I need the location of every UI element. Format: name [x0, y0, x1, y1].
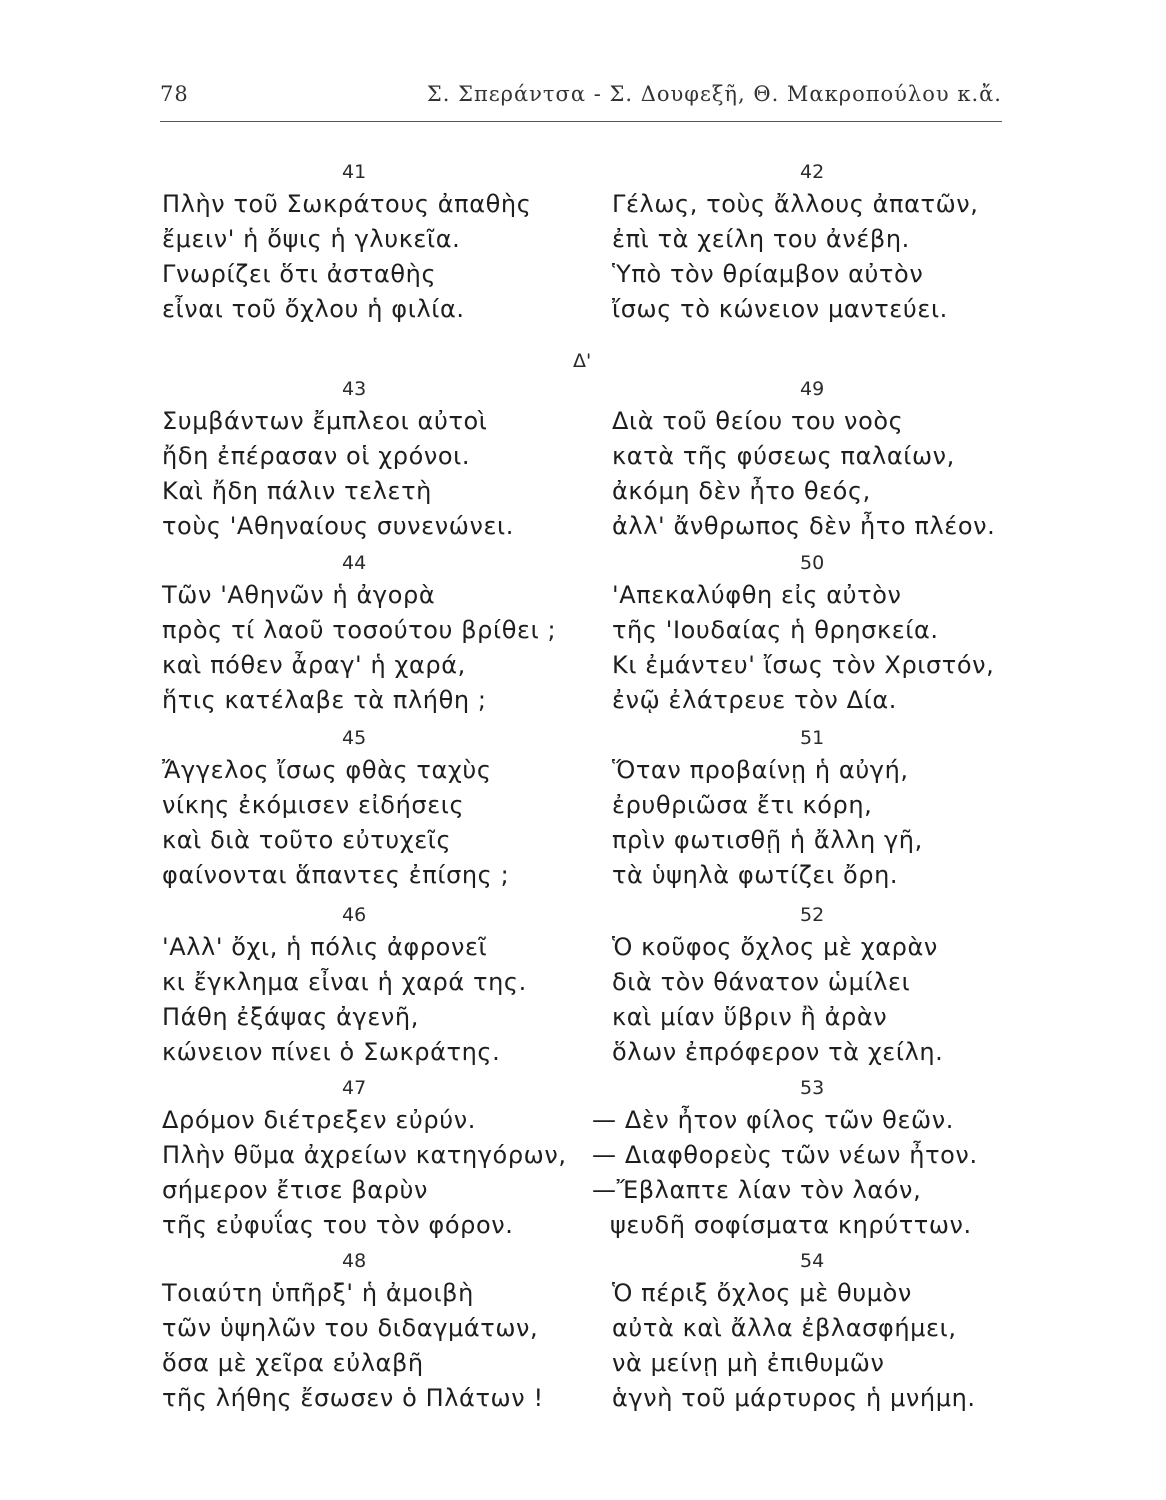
stanza-52 [612, 900, 943, 1070]
stanza-44 [162, 548, 556, 718]
verse-line: τῆς λήθης ἔσωσεν ὁ Πλάτων ! [162, 1384, 544, 1412]
stanza-number: 46 [342, 904, 367, 926]
verse-line: ἁγνὴ τοῦ μάρτυρος ἡ μνήμη. [612, 1384, 976, 1412]
stanza-number: 53 [800, 1077, 825, 1099]
verse-line: τῆς εὐφυΐας του τὸν φόρον. [162, 1211, 514, 1239]
page-header [160, 82, 1002, 118]
stanza-number: 50 [800, 552, 825, 574]
stanza-48 [162, 1246, 544, 1416]
stanza-number: 49 [800, 378, 825, 400]
verse-line: ἀκόμη δὲν ἦτο θεός, [612, 477, 871, 505]
verse-line: κώνειον πίνει ὁ Σωκράτης. [162, 1038, 501, 1066]
verse-line: σήμερον ἔτισε βαρὺν [162, 1176, 429, 1204]
verse-line: ἥτις κατέλαβε τὰ πλήθη ; [162, 686, 487, 714]
verse-line: Καὶ ἤδη πάλιν τελετὴ [162, 477, 432, 505]
verse-line: —Ἔβλαπτε λίαν τὸν λαόν, [592, 1176, 922, 1204]
stanza-49 [612, 374, 995, 544]
verse-line: 'Αλλ' ὄχι, ἡ πόλις ἀφρονεῖ [162, 933, 488, 961]
stanza-50 [612, 548, 994, 718]
verse-line: τὰ ὑψηλὰ φωτίζει ὄρη. [612, 861, 899, 889]
stanza-number: 51 [800, 727, 825, 749]
verse-line: ἤδη ἐπέρασαν οἱ χρόνοι. [162, 442, 471, 470]
stanza-43 [162, 374, 514, 544]
stanza-53 [592, 1073, 978, 1243]
verse-line: Ὅταν προβαίνῃ ἡ αὐγή, [612, 756, 909, 784]
stanza-number: 41 [342, 161, 367, 183]
header-rule [160, 121, 1002, 122]
verse-line: ὅλων ἐπρόφερον τὰ χείλη. [612, 1038, 944, 1066]
verse-line: Ὁ πέριξ ὄχλος μὲ θυμὸν [612, 1279, 912, 1307]
verse-line: Ὁ κοῦφος ὄχλος μὲ χαρὰν [612, 933, 938, 961]
stanza-number: 44 [342, 552, 367, 574]
verse-line: ἴσως τὸ κώνειον μαντεύει. [612, 295, 948, 323]
stanza-45 [162, 723, 509, 893]
verse-line: — Διαφθορεὺς τῶν νέων ἦτον. [592, 1141, 978, 1169]
stanza-51 [612, 723, 923, 893]
stanza-number: 43 [342, 378, 367, 400]
stanza-41 [162, 157, 531, 327]
verse-line: Συμβάντων ἔμπλεοι αὐτοὶ [162, 407, 488, 435]
verse-line: ψευδῆ σοφίσματα κηρύττων. [610, 1211, 972, 1239]
verse-line: καὶ πόθεν ἆραγ' ἡ χαρά, [162, 651, 466, 679]
stanza-number: 47 [342, 1077, 367, 1099]
verse-line: Ἄγγελος ἴσως φθὰς ταχὺς [162, 756, 492, 784]
verse-line: κατὰ τῆς φύσεως παλαίων, [612, 442, 955, 470]
verse-line: διὰ τὸν θάνατον ὡμίλει [612, 968, 911, 996]
verse-line: Πλὴν τοῦ Σωκράτους ἀπαθὴς [162, 190, 532, 218]
stanza-42 [612, 157, 979, 327]
stanza-number: 52 [800, 904, 825, 926]
verse-line: πρὸς τί λαοῦ τοσούτου βρίθει ; [162, 616, 557, 644]
verse-line: ἀλλ' ἄνθρωπος δὲν ἦτο πλέον. [612, 512, 996, 540]
section-mark: Δ' [573, 350, 592, 372]
stanza-47 [162, 1073, 567, 1243]
verse-line: κι ἔγκλημα εἶναι ἡ χαρά της. [162, 968, 527, 996]
page-number: 78 [160, 82, 189, 106]
verse-line: Πάθη ἐξάψας ἀγενῆ, [162, 1003, 419, 1031]
verse-line: Κι ἐμάντευ' ἴσως τὸν Χριστόν, [612, 651, 995, 679]
verse-line: Δρόμον διέτρεξεν εὐρύν. [162, 1106, 476, 1134]
verse-line: Ὑπὸ τὸν θρίαμβον αὐτὸν [612, 260, 924, 288]
stanza-54 [612, 1246, 976, 1416]
verse-line: νίκης ἐκόμισεν εἰδήσεις [162, 791, 465, 819]
verse-line: καὶ μίαν ὕβριν ἢ ἀρὰν [612, 1003, 888, 1031]
verse-line: — Δὲν ἦτον φίλος τῶν θεῶν. [592, 1106, 954, 1134]
verse-line: Διὰ τοῦ θείου του νοὸς [612, 407, 904, 435]
verse-line: καὶ διὰ τοῦτο εὐτυχεῖς [162, 826, 452, 854]
verse-line: ἐνῷ ἐλάτρευε τὸν Δία. [612, 686, 898, 714]
verse-line: τῶν ὑψηλῶν του διδαγμάτων, [162, 1314, 539, 1342]
stanza-number: 45 [342, 727, 367, 749]
verse-line: Γέλως, τοὺς ἄλλους ἀπατῶν, [612, 190, 979, 218]
running-head: Σ. Σπεράντσα - Σ. Δουφεξῆ, Θ. Μακροπούλου κ.ἄ. [426, 82, 1002, 106]
verse-line: τοὺς 'Αθηναίους συνενώνει. [162, 512, 514, 540]
stanza-46 [162, 900, 527, 1070]
verse-line: εἶναι τοῦ ὄχλου ἡ φιλία. [162, 295, 465, 323]
verse-line: φαίνονται ἅπαντες ἐπίσης ; [162, 861, 510, 889]
verse-line: ὅσα μὲ χεῖρα εὐλαβῆ [162, 1349, 424, 1377]
stanza-number: 48 [342, 1250, 367, 1272]
verse-line: αὐτὰ καὶ ἄλλα ἐβλασφήμει, [612, 1314, 957, 1342]
verse-line: Πλὴν θῦμα ἀχρείων κατηγόρων, [162, 1141, 567, 1169]
verse-line: 'Απεκαλύφθη εἰς αὐτὸν [612, 581, 902, 609]
stanza-number: 54 [800, 1250, 825, 1272]
verse-line: πρὶν φωτισθῇ ἡ ἄλλη γῆ, [612, 826, 923, 854]
verse-line: Τῶν 'Αθηνῶν ἡ ἀγορὰ [162, 581, 436, 609]
verse-line: ἐπὶ τὰ χείλη του ἀνέβη. [612, 225, 910, 253]
verse-line: τῆς 'Ιουδαίας ἡ θρησκεία. [612, 616, 939, 644]
stanza-number: 42 [800, 161, 825, 183]
verse-line: Τοιαύτη ὑπῆρξ' ἡ ἀμοιβὴ [162, 1279, 474, 1307]
verse-line: ἔμειν' ἡ ὄψις ἡ γλυκεῖα. [162, 225, 461, 253]
verse-line: νὰ μείνῃ μὴ ἐπιθυμῶν [612, 1349, 885, 1377]
verse-line: ἐρυθριῶσα ἔτι κόρη, [612, 791, 873, 819]
verse-line: Γνωρίζει ὅτι ἀσταθὴς [162, 260, 437, 288]
